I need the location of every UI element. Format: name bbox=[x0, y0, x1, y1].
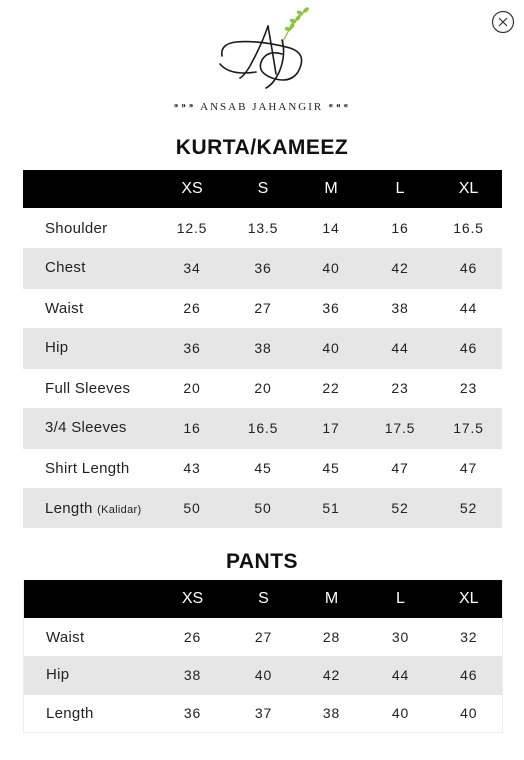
row-label bbox=[23, 488, 155, 528]
size-value-xl: 23 bbox=[435, 368, 502, 408]
table-row bbox=[23, 248, 502, 288]
kurta-title: KURTA/KAMEEZ bbox=[175, 136, 349, 159]
table-header-row bbox=[24, 580, 503, 618]
size-value-m: 42 bbox=[298, 656, 366, 694]
row-label bbox=[23, 328, 155, 368]
size-value-l: 38 bbox=[365, 288, 435, 328]
brand-right-ornament: ⁌⁌⁌ bbox=[327, 101, 351, 113]
column-header-xs: XS bbox=[155, 170, 229, 208]
row-label bbox=[23, 248, 155, 288]
size-value-m: 40 bbox=[297, 248, 365, 288]
pants-size-table bbox=[23, 580, 503, 733]
size-value-xl: 32 bbox=[460, 629, 478, 645]
size-value-xs: 26 bbox=[155, 288, 229, 328]
size-value-s: 37 bbox=[230, 694, 298, 732]
row-label bbox=[24, 694, 156, 732]
size-value-m: 17 bbox=[297, 408, 365, 448]
row-label-text: 3/4 Sleeves bbox=[45, 419, 127, 437]
size-value-s: 27 bbox=[229, 288, 297, 328]
table-row bbox=[24, 618, 503, 656]
column-header-s: S bbox=[230, 580, 298, 618]
size-value-xs: 36 bbox=[156, 694, 230, 732]
column-header-xs: XS bbox=[156, 580, 230, 618]
size-value-m: 28 bbox=[322, 629, 341, 645]
size-value-m: 38 bbox=[298, 694, 366, 732]
size-value-m: 22 bbox=[297, 368, 365, 408]
table-row bbox=[23, 368, 502, 408]
size-value-xl: 52 bbox=[435, 488, 502, 528]
table-header-row bbox=[23, 170, 502, 208]
brand-name bbox=[0, 100, 524, 113]
column-header-m: M bbox=[298, 580, 366, 618]
table-row bbox=[23, 408, 502, 448]
brand-logo bbox=[0, 4, 524, 116]
row-label-text: Length bbox=[46, 704, 94, 722]
row-label bbox=[24, 618, 156, 656]
size-value-xl: 16.5 bbox=[453, 220, 484, 236]
size-value-xs: 38 bbox=[156, 656, 230, 694]
size-value-xs: 26 bbox=[183, 629, 202, 645]
size-value-xl: 47 bbox=[435, 448, 502, 488]
size-value-s: 50 bbox=[229, 488, 297, 528]
size-value-xs: 16 bbox=[155, 408, 229, 448]
size-value-m: 45 bbox=[297, 448, 365, 488]
size-value-l: 30 bbox=[391, 629, 410, 645]
size-value-l: 17.5 bbox=[365, 408, 435, 448]
size-value-s: 13.5 bbox=[247, 220, 279, 236]
column-header-blank bbox=[24, 580, 156, 618]
row-label-text: Full Sleeves bbox=[45, 379, 131, 397]
size-value-s: 20 bbox=[229, 368, 297, 408]
size-value-m: 14 bbox=[322, 220, 340, 236]
brand-text: ANSAB JAHANGIR bbox=[200, 101, 324, 113]
row-label bbox=[23, 408, 155, 448]
table-row bbox=[23, 328, 502, 368]
row-label-text: Waist bbox=[45, 299, 84, 317]
size-value-l: 42 bbox=[365, 248, 435, 288]
row-label bbox=[23, 288, 155, 328]
size-value-xs: 50 bbox=[155, 488, 229, 528]
size-value-xl: 46 bbox=[436, 656, 503, 694]
row-label-text: Hip bbox=[45, 339, 69, 357]
table-row bbox=[23, 208, 502, 248]
kurta-size-table bbox=[23, 170, 502, 528]
column-header-l: L bbox=[365, 170, 435, 208]
size-value-m: 51 bbox=[297, 488, 365, 528]
size-value-xs: 34 bbox=[155, 248, 229, 288]
size-value-m: 36 bbox=[297, 288, 365, 328]
row-label-text: Waist bbox=[46, 628, 85, 646]
size-value-s: 36 bbox=[229, 248, 297, 288]
column-header-m: M bbox=[297, 170, 365, 208]
row-label-text: Hip bbox=[46, 666, 70, 684]
table-row bbox=[23, 288, 502, 328]
table-row bbox=[23, 488, 502, 528]
size-value-l: 52 bbox=[365, 488, 435, 528]
size-value-s: 27 bbox=[254, 629, 273, 645]
row-label bbox=[23, 448, 155, 488]
column-header-xl: XL bbox=[436, 580, 503, 618]
table-row bbox=[23, 448, 502, 488]
size-value-s: 40 bbox=[230, 656, 298, 694]
column-header-blank bbox=[23, 170, 155, 208]
size-value-xl: 44 bbox=[435, 288, 502, 328]
size-value-l: 47 bbox=[365, 448, 435, 488]
size-value-xl: 17.5 bbox=[435, 408, 502, 448]
row-label-note: (Kalidar) bbox=[97, 503, 142, 516]
row-label-text: Chest bbox=[45, 259, 86, 277]
pants-title: PANTS bbox=[225, 550, 299, 573]
size-value-l: 44 bbox=[366, 656, 436, 694]
row-label bbox=[24, 656, 156, 694]
column-header-s: S bbox=[229, 170, 297, 208]
row-label-text: Shoulder bbox=[45, 219, 108, 237]
size-value-xs: 43 bbox=[155, 448, 229, 488]
size-value-xl: 46 bbox=[435, 328, 502, 368]
column-header-xl: XL bbox=[435, 170, 502, 208]
row-label-text: Shirt Length bbox=[45, 459, 130, 477]
row-label bbox=[23, 368, 155, 408]
size-value-s: 16.5 bbox=[229, 408, 297, 448]
size-value-xl: 46 bbox=[435, 248, 502, 288]
size-value-l: 40 bbox=[366, 694, 436, 732]
monogram-logo bbox=[210, 4, 320, 94]
column-header-l: L bbox=[366, 580, 436, 618]
size-value-xs: 12.5 bbox=[176, 220, 208, 236]
row-label bbox=[23, 208, 155, 248]
size-value-l: 23 bbox=[365, 368, 435, 408]
table-row bbox=[24, 694, 503, 732]
row-label-text: Length bbox=[45, 499, 93, 517]
size-value-xl: 40 bbox=[436, 694, 503, 732]
size-value-s: 45 bbox=[229, 448, 297, 488]
brand-left-ornament: ⁍⁍⁍ bbox=[173, 101, 197, 113]
size-value-m: 40 bbox=[297, 328, 365, 368]
table-row bbox=[24, 656, 503, 694]
size-value-l: 16 bbox=[391, 220, 409, 236]
size-value-xs: 36 bbox=[155, 328, 229, 368]
size-value-xs: 20 bbox=[155, 368, 229, 408]
size-value-s: 38 bbox=[229, 328, 297, 368]
size-value-l: 44 bbox=[365, 328, 435, 368]
